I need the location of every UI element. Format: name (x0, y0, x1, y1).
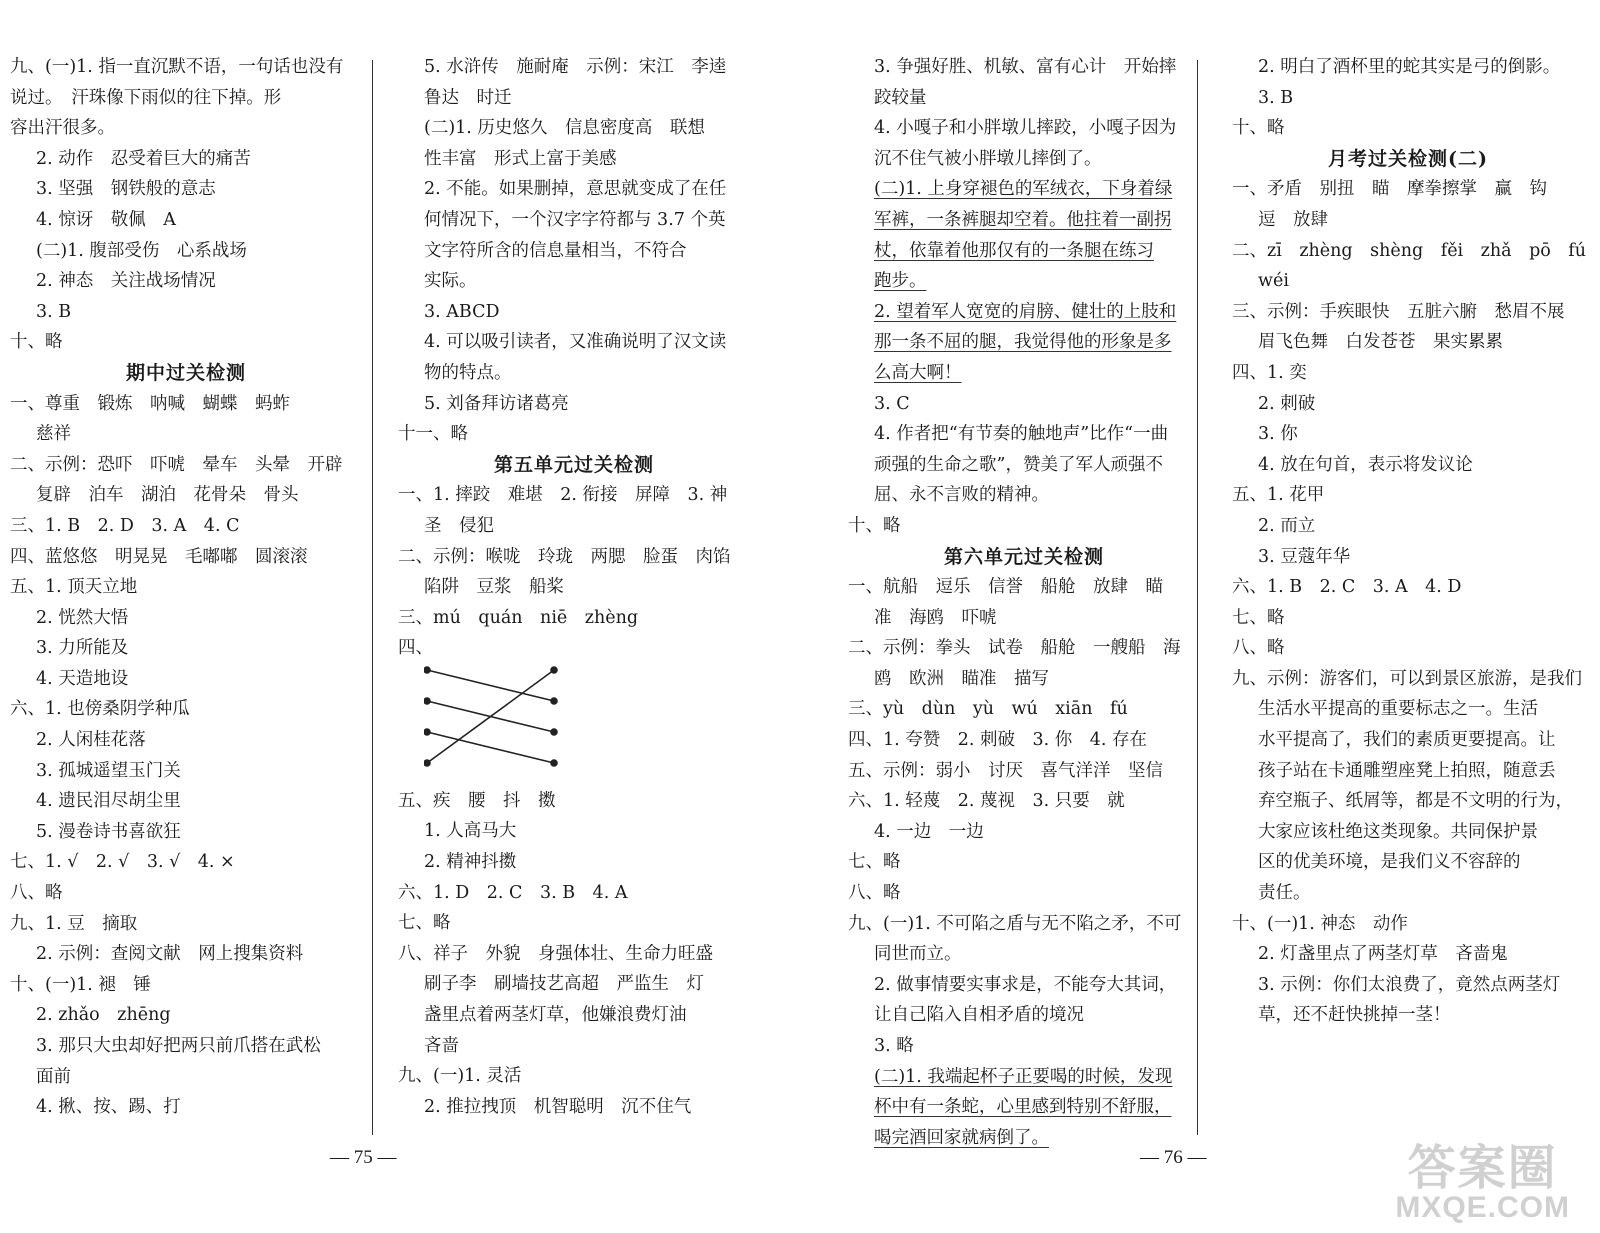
answer-line: 六、1. 也傍桑阴学种瓜 (10, 699, 190, 720)
answer-line: 鸥 欧洲 瞄准 描写 (874, 668, 1049, 689)
answer-line: 4. 可以吸引读者，又准确说明了汉文读 (424, 332, 727, 353)
match-dot (424, 667, 430, 673)
answer-line: 三、1. B 2. D 3. A 4. C (10, 515, 240, 536)
answer-line: 十、略 (1232, 118, 1285, 139)
answer-line: 八、略 (1232, 638, 1285, 659)
answer-line: 四、 (398, 638, 433, 659)
answer-line: 3. ABCD (424, 301, 500, 322)
answer-line: 一、1. 摔跤 难堪 2. 衔接 屏障 3. 神 (398, 485, 728, 506)
match-dot (551, 760, 557, 766)
answer-line: 物的特点。 (424, 362, 512, 383)
answer-line: 圣 侵犯 (424, 515, 494, 536)
answer-line: 水平提高了，我们的素质更要提高。让 (1258, 730, 1556, 751)
answer-line: 5. 水浒传 施耐庵 示例：宋江 李逵 (424, 57, 727, 77)
answer-line: 一、航船 逗乐 信誉 船舱 放肆 瞄 (848, 577, 1163, 598)
answer-line: 责任。 (1258, 883, 1311, 904)
answer-line: 同世而立。 (874, 944, 962, 965)
answer-line: 十一、略 (398, 424, 468, 445)
matching-diagram (398, 664, 750, 786)
answer-line: 十、略 (848, 515, 901, 536)
answer-line: 沉不住气被小胖墩儿摔倒了。 (874, 148, 1102, 169)
column-divider (372, 60, 373, 1135)
answer-line: 盏里点着两茎灯草，他嫌浪费灯油 (424, 1005, 687, 1026)
answer-line: 文字符所含的信息量相当，不符合 (424, 240, 687, 261)
answer-line: 跑步。 (874, 271, 927, 292)
answer-line: 六、1. B 2. C 3. A 4. D (1232, 577, 1462, 598)
answer-line: 4. 放在句首，表示将发议论 (1258, 454, 1473, 475)
match-dot (424, 729, 430, 735)
match-line (427, 732, 554, 763)
answer-line: 九、(一)1. 不可陷之盾与无不陷之矛，不可 (848, 913, 1182, 934)
answer-line: 四、1. 夸赞 2. 刺破 3. 你 4. 存在 (848, 730, 1148, 751)
answer-line: 五、1. 顶天立地 (10, 577, 138, 598)
answer-line: 七、1. √ 2. √ 3. √ 4. × (10, 852, 235, 873)
answer-line: 4. 遗民泪尽胡尘里 (36, 791, 181, 812)
answer-line: 杖，依靠着他那仅有的一条腿在练习 (874, 240, 1154, 261)
answer-line: 2. 望着军人宽宽的肩膀、健壮的上肢和 (874, 301, 1177, 322)
answer-line: 屈、永不言败的精神。 (874, 485, 1049, 506)
answer-line: 2. 做事情要实事求是，不能夸大其词， (874, 974, 1177, 995)
answer-line: 1. 人高马大 (424, 821, 517, 842)
answer-line: 3. 孤城遥望玉门关 (36, 760, 181, 781)
answer-line: (二)1. 腹部受伤 心系战场 (36, 240, 247, 261)
answer-line: 3. C (874, 393, 910, 414)
answer-line: 实际。 (424, 271, 477, 292)
answer-line: 九、(一)1. 指一直沉默不语，一句话也没有 (10, 57, 344, 77)
answer-line: 3. 示例：你们太浪费了，竟然点两茎灯 (1258, 974, 1561, 995)
column-4 (1232, 52, 1587, 1031)
answer-line: 三、yù dùn yù wú xiān fú (848, 699, 1128, 720)
page-number-right: — 76 — (1140, 1147, 1207, 1168)
answer-line: 2. 而立 (1258, 515, 1316, 536)
answer-line: 4. 作者把“有节奏的触地声”比作“一曲 (874, 424, 1169, 445)
answer-line: 2. 人闲桂花落 (36, 730, 146, 751)
answer-line: 五、疾 腰 抖 擞 (398, 790, 556, 811)
answer-line: (二)1. 上身穿褪色的军绒衣，下身着绿 (874, 179, 1173, 200)
answer-line: 那一条不屈的腿，我觉得他的形象是多 (874, 332, 1172, 353)
match-dot (424, 698, 430, 704)
column-3 (848, 52, 1200, 1153)
answer-line: 二、示例：喉咙 玲珑 两腮 脸蛋 肉馅 (398, 546, 731, 567)
answer-line: 跤较量 (874, 87, 927, 108)
answer-line: 2. 明白了酒杯里的蛇其实是弓的倒影。 (1258, 57, 1561, 77)
answer-line: 一、矛盾 别扭 瞄 摩拳擦掌 赢 钩 (1232, 179, 1547, 200)
answer-line: 4. 揪、按、踢、打 (36, 1097, 181, 1118)
watermark-url: MXQE.COM (1395, 1191, 1570, 1224)
answer-line: 何情况下，一个汉字字符都与 3.7 个英 (424, 209, 726, 230)
answer-line: 2. 灯盏里点了两茎灯草 吝啬鬼 (1258, 944, 1508, 965)
answer-line: 七、略 (398, 913, 451, 934)
answer-line: 5. 漫卷诗书喜欲狂 (36, 821, 181, 842)
answer-line: 2. 神态 关注战场情况 (36, 271, 216, 292)
answer-line: 三、示例：手疾眼快 五脏六腑 愁眉不展 (1232, 301, 1565, 322)
answer-line: 5. 刘备拜访诸葛亮 (424, 393, 569, 414)
answer-line: 说过。 汗珠像下雨似的往下掉。形 (10, 87, 282, 108)
answer-line: 4. 一边 一边 (874, 821, 984, 842)
answer-line: 2. 不能。如果删掉，意思就变成了在任 (424, 179, 727, 200)
answer-line: 五、1. 花甲 (1232, 485, 1325, 506)
match-dot (551, 698, 557, 704)
answer-line: 2. 精神抖擞 (424, 852, 517, 873)
answer-line: 吝啬 (424, 1035, 459, 1056)
answer-line: 2. 示例：查阅文献 网上搜集资料 (36, 944, 304, 965)
answer-line: 军裤，一条裤腿却空着。他拄着一副拐 (874, 209, 1172, 230)
answer-line: 眉飞色舞 白发苍苍 果实累累 (1258, 332, 1503, 353)
answer-line: 容出汗很多。 (10, 118, 115, 139)
answer-line: 3. 力所能及 (36, 638, 129, 659)
match-dot (424, 760, 430, 766)
answer-line: 3. 坚强 钢铁般的意志 (36, 179, 216, 200)
answer-line: 五、示例：弱小 讨厌 喜气洋洋 坚信 (848, 760, 1163, 781)
answer-line: 让自己陷入自相矛盾的境况 (874, 1005, 1084, 1026)
answer-line: 三、mú quán niē zhèng (398, 607, 639, 628)
answer-line: 十、略 (10, 332, 63, 353)
answer-line: 准 海鸥 吓唬 (874, 607, 997, 628)
answer-line: 2. 刺破 (1258, 393, 1316, 414)
answer-line: 一、尊重 锻炼 呐喊 蝴蝶 蚂蚱 (10, 393, 290, 414)
answer-line: 七、略 (848, 852, 901, 873)
answer-line: (二)1. 历史悠久 信息密度高 联想 (424, 118, 705, 139)
match-dot (551, 667, 557, 673)
answer-line: 2. 推拉拽顶 机智聪明 沉不住气 (424, 1096, 692, 1117)
column-2-upper (398, 52, 750, 664)
column-1 (10, 52, 362, 1123)
section-heading: 期中过关检测 (125, 361, 246, 384)
answer-line: 六、1. D 2. C 3. B 4. A (398, 882, 628, 903)
answer-line: 4. 天造地设 (36, 668, 129, 689)
answer-line: 2. 恍然大悟 (36, 607, 129, 628)
answer-line: 3. B (1258, 87, 1294, 108)
answer-line: 十、(一)1. 褪 锤 (10, 974, 151, 995)
answer-line: 2. 动作 忍受着巨大的痛苦 (36, 148, 251, 169)
answer-line: 草，还不赶快挑掉一茎！ (1258, 1005, 1451, 1026)
column-2-lower (398, 786, 750, 1123)
watermark-logo (1395, 1142, 1570, 1224)
answer-line: 大家应该杜绝这类现象。共同保护景 (1258, 821, 1538, 842)
match-line (427, 670, 554, 701)
watermark-text: 答案圈 (1407, 1142, 1558, 1195)
answer-line: 4. 惊讶 敬佩 A (36, 209, 176, 230)
answer-line: 喝完酒回家就病倒了。 (874, 1127, 1049, 1148)
answer-line: 生活水平提高的重要标志之一。生活 (1258, 699, 1538, 720)
answer-line: 3. 你 (1258, 424, 1298, 445)
answer-line: 杯中有一条蛇，心里感到特别不舒服， (874, 1097, 1172, 1118)
answer-line: 3. 那只大虫却好把两只前爪搭在武松 (36, 1036, 321, 1056)
answer-line: (二)1. 我端起杯子正要喝的时候，发现 (874, 1066, 1173, 1087)
section-heading: 第五单元过关检测 (493, 453, 654, 476)
column-divider (1197, 60, 1198, 1135)
answer-line: 慈祥 (36, 424, 71, 445)
answer-line: 3. 争强好胜、机敏、富有心计 开始摔 (874, 57, 1177, 77)
answer-line: 3. 略 (874, 1036, 914, 1056)
answer-line: 顽强的生命之歌”，赞美了军人顽强不 (874, 454, 1163, 475)
page-number-left: — 75 — (330, 1147, 397, 1168)
answer-line: wéi (1258, 271, 1289, 292)
answer-line: 四、蓝悠悠 明晃晃 毛嘟嘟 圆滚滚 (10, 546, 308, 567)
answer-line: 二、zī zhèng shèng fěi zhǎ pō fú (1232, 240, 1587, 261)
answer-line: 二、示例：恐吓 吓唬 晕车 头晕 开辟 (10, 454, 343, 475)
answer-line: 刷子李 刷墙技艺高超 严监生 灯 (424, 974, 704, 995)
match-line (427, 670, 554, 763)
answer-line: 六、1. 轻蔑 2. 蔑视 3. 只要 就 (848, 791, 1125, 812)
answer-line: 八、略 (10, 883, 63, 904)
answer-line: 3. 豆蔻年华 (1258, 546, 1351, 567)
answer-line: 九、示例：游客们，可以到景区旅游，是我们 (1232, 668, 1582, 689)
answer-line: 逗 放肆 (1258, 209, 1328, 230)
answer-line: 九、1. 豆 摘取 (10, 913, 138, 934)
answer-line: 3. B (36, 301, 72, 322)
answer-line: 面前 (36, 1066, 71, 1087)
answer-line: 复辟 泊车 湖泊 花骨朵 骨头 (36, 485, 299, 506)
answer-line: 九、(一)1. 灵活 (398, 1066, 522, 1087)
answer-line: 区的优美环境，是我们义不容辞的 (1258, 852, 1521, 873)
answer-line: 鲁达 时迁 (424, 87, 512, 108)
answer-line: 么高大啊！ (874, 362, 962, 383)
section-heading: 月考过关检测(二) (1328, 147, 1488, 170)
answer-line: 四、1. 奕 (1232, 362, 1307, 383)
answer-line: 2. zhǎo zhēng (36, 1005, 171, 1026)
answer-line: 二、示例：拳头 试卷 船舱 一艘船 海 (848, 638, 1181, 659)
section-heading: 第六单元过关检测 (943, 545, 1104, 568)
answer-line: 弃空瓶子、纸屑等，都是不文明的行为， (1258, 791, 1573, 812)
match-dot (551, 729, 557, 735)
answer-line: 八、略 (848, 883, 901, 904)
answer-line: 八、祥子 外貌 身强体壮、生命力旺盛 (398, 943, 713, 964)
answer-line: 4. 小嘎子和小胖墩儿摔跤，小嘎子因为 (874, 118, 1177, 139)
column-2 (398, 52, 750, 1122)
answer-line: 孩子站在卡通雕塑座凳上拍照，随意丢 (1258, 760, 1556, 781)
answer-line: 陷阱 豆浆 船桨 (424, 577, 564, 598)
answer-line: 七、略 (1232, 607, 1285, 628)
answer-line: 十、(一)1. 神态 动作 (1232, 913, 1408, 934)
answer-line: 性丰富 形式上富于美感 (424, 148, 617, 169)
